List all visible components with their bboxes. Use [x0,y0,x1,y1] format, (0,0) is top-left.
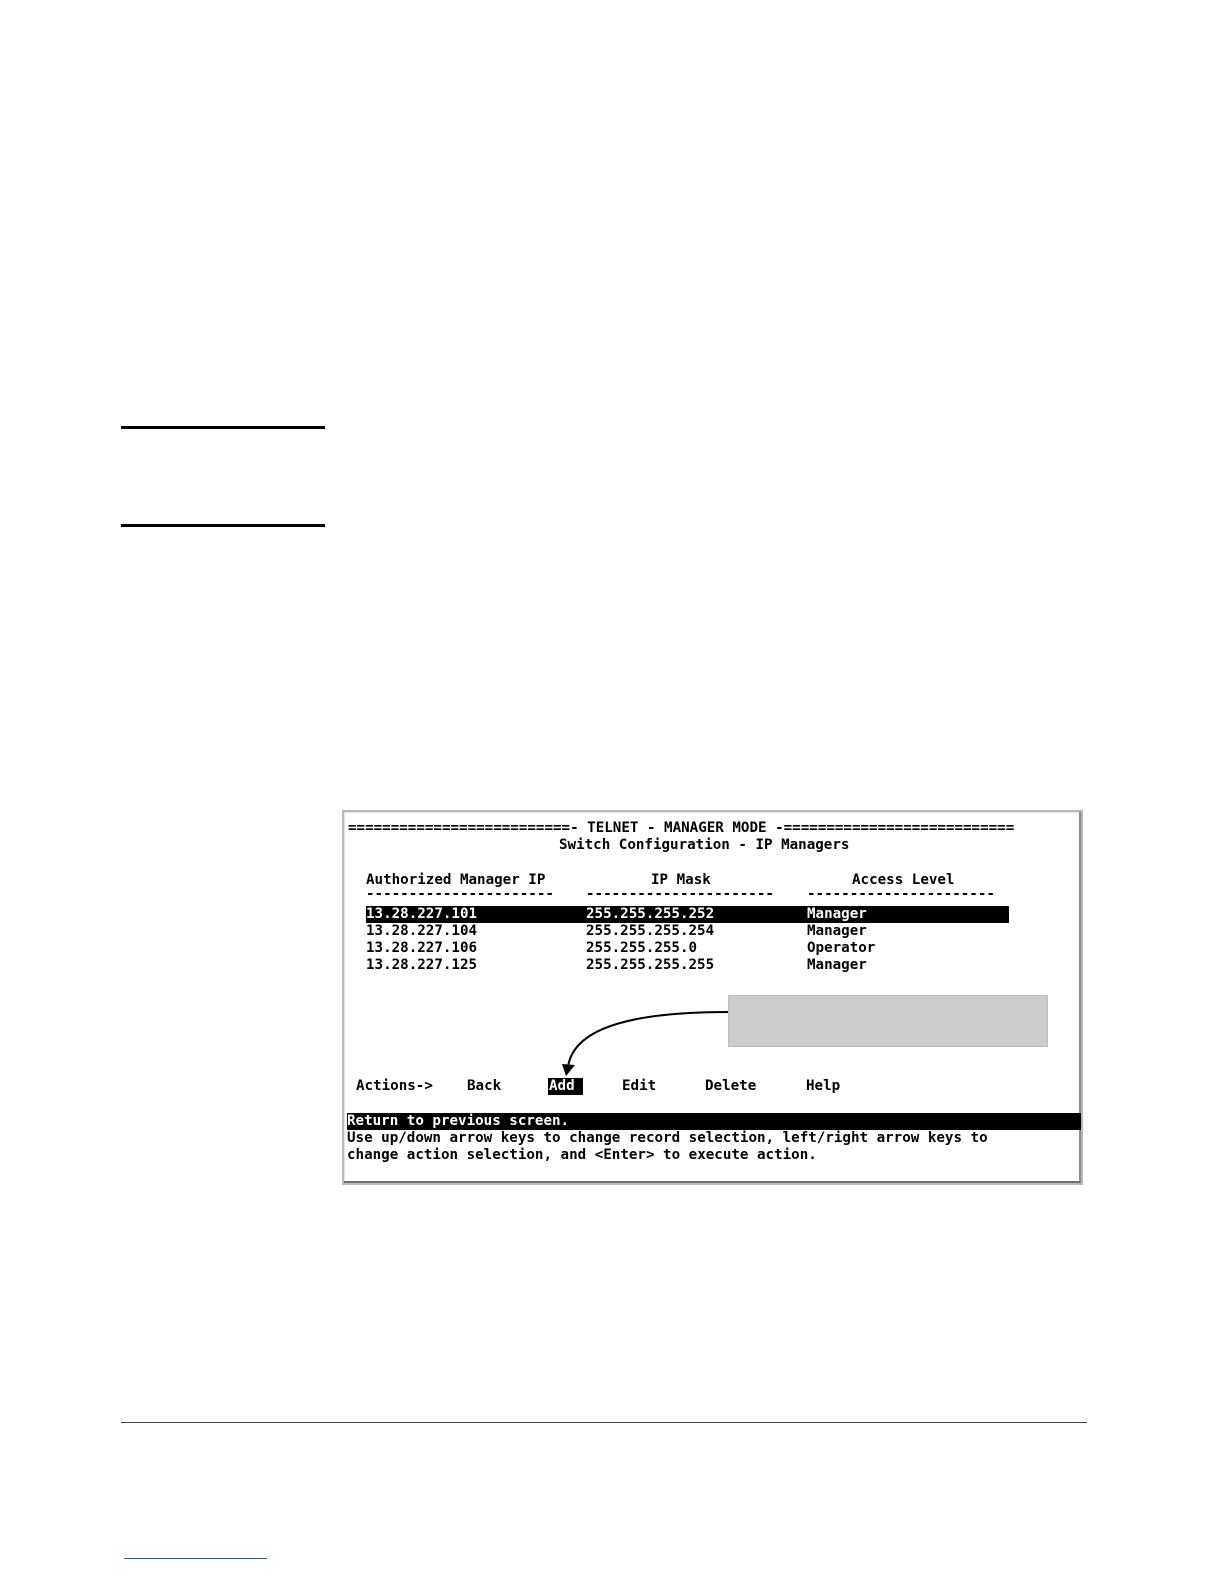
row-mask: 255.255.255.252 [586,906,715,922]
action-help-button[interactable]: Help [806,1078,841,1094]
column-header-ip: Authorized Manager IP [366,872,546,888]
column-separator-access-level: ---------------------- [807,886,995,902]
help-text-line-2: change action selection, and <Enter> to execute action. [347,1147,817,1163]
column-separator-mask: ---------------------- [586,886,774,902]
telnet-terminal-window [342,810,1083,1185]
row-ip: 13.28.227.101 [366,906,478,922]
action-add-button[interactable]: Add [548,1078,583,1095]
terminal-banner: ==========================- TELNET - MANAGER MODE -=========================== [348,820,1015,836]
column-header-mask: IP Mask [651,872,711,888]
column-header-access-level: Access Level [852,872,955,888]
table-row-selected[interactable] [366,906,1009,923]
column-separator-ip: ---------------------- [366,886,554,902]
row-mask: 255.255.255.0 [586,940,698,956]
table-row[interactable] [366,923,1009,940]
row-access-level: Manager [807,957,867,973]
action-back-button[interactable]: Back [467,1078,502,1094]
screen-title: Switch Configuration - IP Managers [559,837,850,853]
row-mask: 255.255.255.255 [586,957,715,973]
action-delete-button[interactable]: Delete [705,1078,757,1094]
table-row[interactable] [366,957,1009,974]
callout-box [728,995,1048,1047]
row-ip: 13.28.227.104 [366,923,478,939]
action-edit-button[interactable]: Edit [622,1078,657,1094]
row-ip: 13.28.227.106 [366,940,478,956]
status-line: Return to previous screen. [347,1113,1081,1130]
table-row[interactable] [366,940,1009,957]
row-access-level: Manager [807,923,867,939]
footer-link-underline [124,1558,267,1559]
row-mask: 255.255.255.254 [586,923,715,939]
row-ip: 13.28.227.125 [366,957,478,973]
actions-label: Actions-> [356,1078,433,1094]
top-rule [121,426,325,429]
help-text-line-1: Use up/down arrow keys to change record selection, left/right arrow keys to [347,1130,988,1146]
section-rule [121,524,325,527]
footer-rule [121,1422,1087,1423]
row-access-level: Operator [807,940,876,956]
row-access-level: Manager [807,906,867,922]
